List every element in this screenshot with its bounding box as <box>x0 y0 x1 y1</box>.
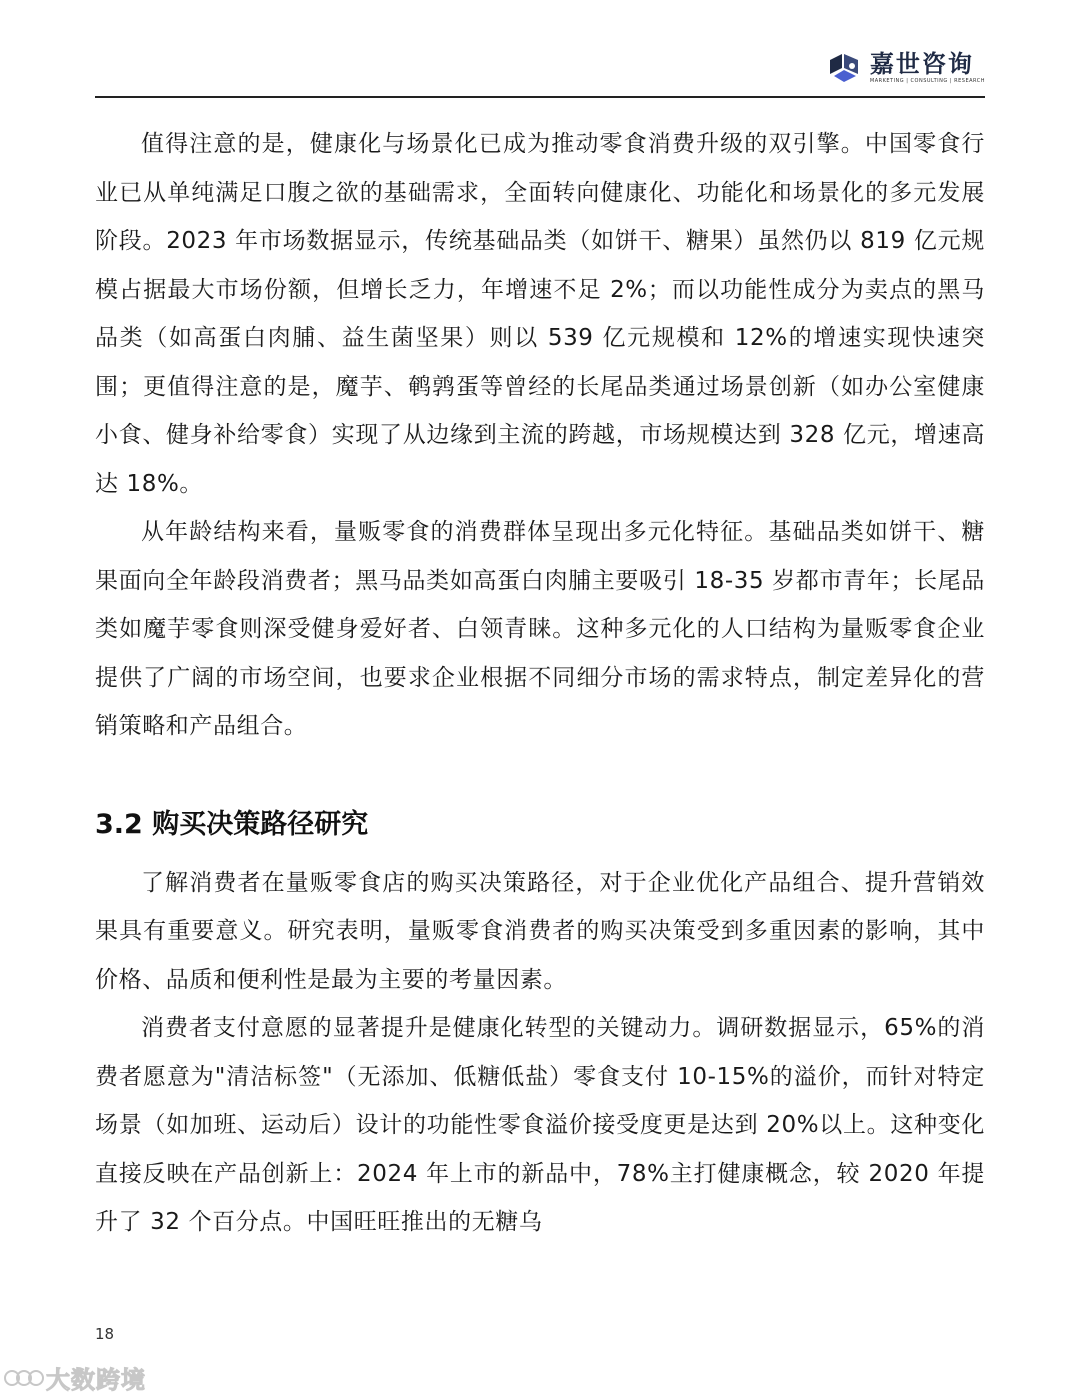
body-paragraph: 从年龄结构来看，量贩零食的消费群体呈现出多元化特征。基础品类如饼干、糖果面向全年龄段消费者；黑马品类如高蛋白肉脯主要吸引 18-35 岁都市青年；长尾品类如魔芋零食则深受健身爱好者、白领青睐。这种多元化的人口结构为量贩零食企业提供了广阔的市场空间，也要求企业根据不同细分市场的需求特点，制定差异化的营销策略和产品组合。 <box>95 519 985 739</box>
body-paragraph: 了解消费者在量贩零食店的购买决策路径，对于企业优化产品组合、提升营销效果具有重要意义。研究表明，量贩零食消费者的购买决策受到多重因素的影响，其中价格、品质和便利性是最为主要的考量因素。 <box>95 869 985 993</box>
page-header <box>95 40 985 98</box>
logo-name: 嘉世咨询 <box>869 50 974 78</box>
watermark-text: 大数跨境 <box>46 1366 146 1394</box>
body-paragraph: 值得注意的是，健康化与场景化已成为推动零食消费升级的双引擎。中国零食行业已从单纯满足口腹之欲的基础需求，全面转向健康化、功能化和场景化的多元发展阶段。2023 年市场数据显示，传统基础品类（如饼干、糖果）虽然仍以 819 亿元规模占据最大市场份额，但增长乏力，年增速不足 2%；而以功能性成分为卖点的黑马品类（如高蛋白肉脯、益生菌坚果）则以 539 亿元规模和 12%的增速实现快速突围；更值得注意的是，魔芋、鹌鹑蛋等曾经的长尾品类通过场景创新（如办公室健康小食、健身补给零食）实现了从边缘到主流的跨越，市场规模达到 328 亿元，增速高达 18%。 <box>95 131 985 497</box>
page-number: 18 <box>95 1325 115 1343</box>
page-content <box>95 120 985 1247</box>
logo-tagline: MARKETING | CONSULTING | RESEARCH <box>869 78 985 84</box>
section-heading: 3.2 购买决策路径研究 <box>95 808 369 840</box>
body-paragraph: 消费者支付意愿的显著提升是健康化转型的关键动力。调研数据显示，65%的消费者愿意为"清洁标签"（无添加、低糖低盐）零食支付 10-15%的溢价，而针对特定场景（如加班、运动后）设计的功能性零食溢价接受度更是达到 20%以上。这种变化直接反映在产品创新上：2024 年上市的新品中，78%主打健康概念，较 2020 年提升了 32 个百分点。中国旺旺推出的无糖乌 <box>95 1015 985 1235</box>
company-logo <box>826 45 985 91</box>
watermark <box>2 1360 146 1395</box>
logo-mark-icon <box>826 50 862 86</box>
watermark-logo-icon <box>2 1363 46 1393</box>
